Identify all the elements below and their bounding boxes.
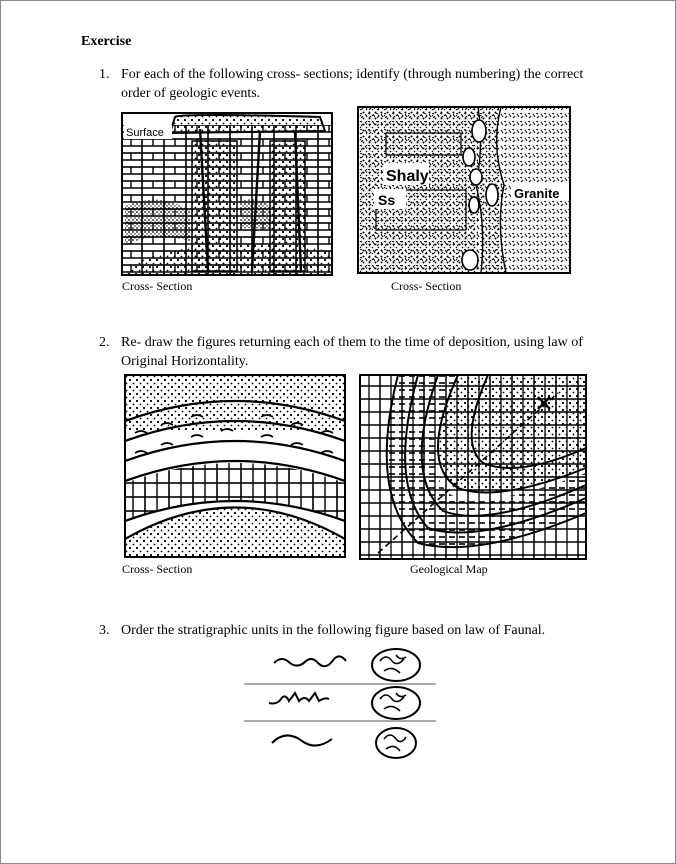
caption-q2-left: Cross- Section: [122, 562, 193, 576]
folded-cross-section-figure: [121, 371, 349, 561]
question-number: 3.: [99, 623, 110, 638]
shaly-label: Shaly: [386, 168, 429, 185]
question-number: 1.: [99, 67, 110, 82]
cross-section-1-figure: [120, 111, 335, 279]
geological-map-figure: [358, 373, 588, 561]
question-text: For each of the following cross- sections; identify (through numbering) the correct order of geologic events.: [121, 67, 584, 101]
surface-label: Surface: [126, 127, 164, 139]
question-text: Re- draw the figures returning each of them to the time of deposition, using law of Original Horizontality.: [121, 335, 583, 369]
caption-q2-right: Geological Map: [410, 562, 488, 576]
question-text: Order the stratigraphic units in the following figure based on law of Faunal.: [121, 623, 546, 638]
granite-label: Granite: [514, 186, 560, 201]
faunal-succession-figure: [244, 643, 436, 765]
caption-q1-left: Cross- Section: [122, 279, 193, 293]
ss-label: Ss: [378, 192, 396, 208]
caption-q1-right: Cross- Section: [391, 279, 462, 293]
exercise-heading: Exercise: [81, 34, 132, 49]
cross-section-2-figure: [356, 105, 572, 275]
question-number: 2.: [99, 335, 110, 350]
